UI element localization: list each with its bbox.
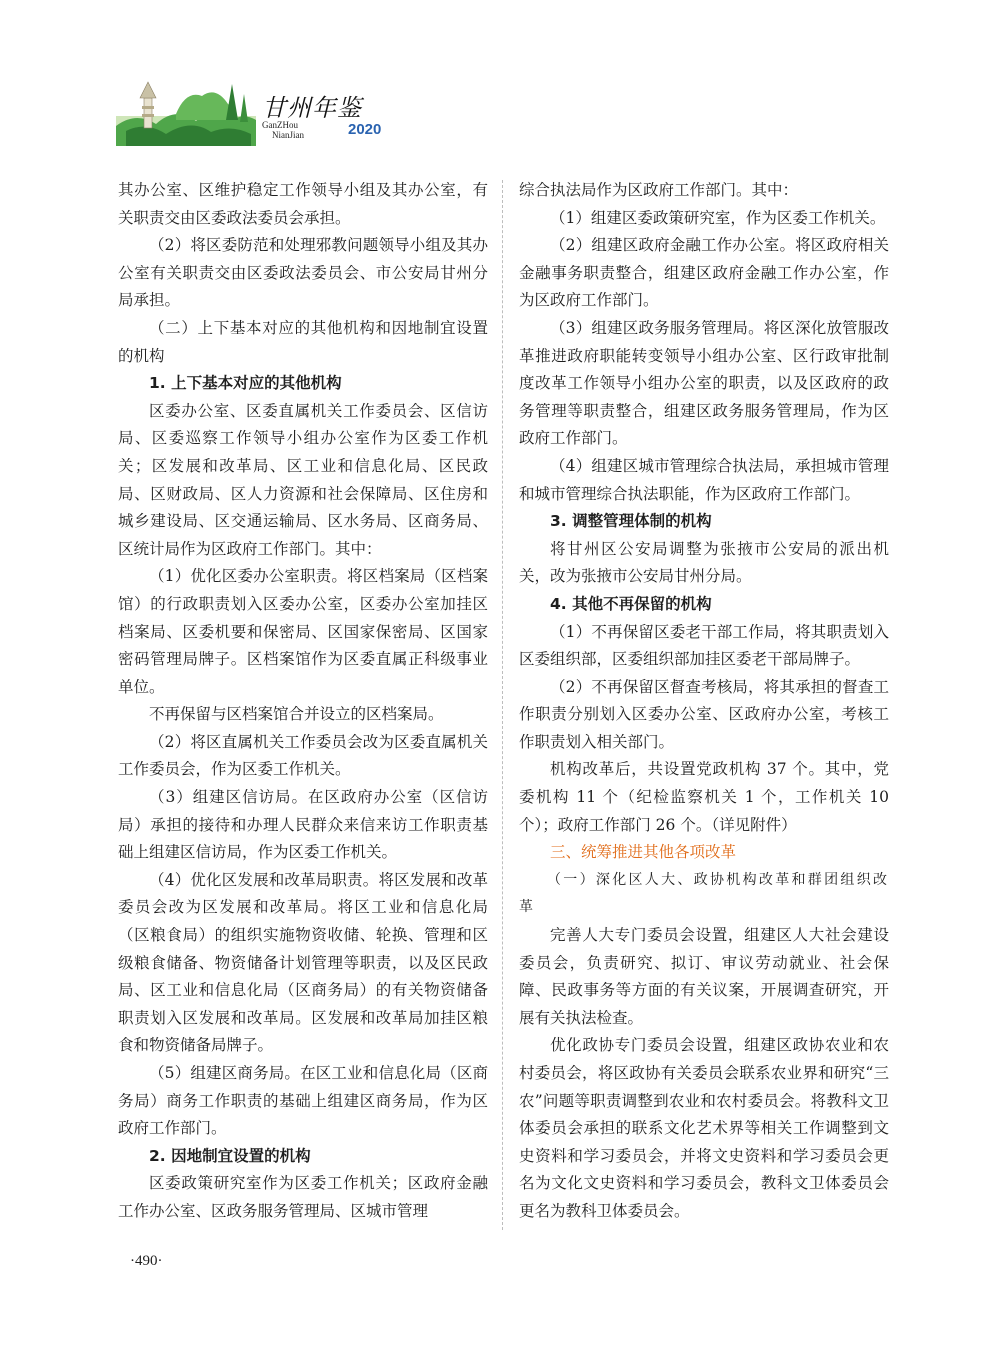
pinyin-line-1: GanZHou	[262, 120, 298, 130]
paragraph: 不再保留与区档案馆合并设立的区档案局。	[149, 705, 444, 724]
section-heading: 4. 其他不再保留的机构	[550, 594, 712, 613]
paragraph: （1）优化区委办公室职责。将区档案局（区档案馆）的行政职责划入区委办公室，区委办公室加挂区档案局、区委机要和保密局、区国家保密局、区国家密码管理局牌子。区档案馆作为区委直属正科级事业单位。	[118, 567, 488, 696]
section-heading: 3. 调整管理体制的机构	[550, 512, 712, 531]
section-heading: 2. 因地制宜设置的机构	[149, 1146, 311, 1165]
paragraph: 区委办公室、区委直属机关工作委员会、区信访局、区委巡察工作领导小组办公室作为区委工作机关；区发展和改革局、区工业和信息化局、区民政局、区财政局、区人力资源和社会保障局、区住房和城乡建设局、区交通运输局、区水务局、区商务局、区统计局作为区政府工作部门。其中：	[118, 401, 488, 558]
paragraph: 机构改革后，共设置党政机构 37 个。其中，党委机构 11 个（纪检监察机关 1 个，工作机关 10 个）；政府工作部门 26 个。（详见附件）	[519, 760, 889, 834]
chapter-heading: 三、统筹推进其他各项改革	[550, 843, 737, 862]
left-column	[118, 177, 488, 1226]
paragraph: 区委政策研究室作为区委工作机关；区政府金融工作办公室、区政务服务管理局、区城市管理	[118, 1174, 488, 1220]
yearbook-year: 2020	[348, 121, 382, 138]
paragraph: （2）不再保留区督查考核局，将其承担的督查工作职责分别划入区委办公室、区政府办公室，考核工作职责划入相关部门。	[519, 677, 889, 751]
yearbook-title: 甘州年鉴	[262, 94, 362, 122]
column-divider	[502, 180, 503, 1230]
paragraph: （2）将区委防范和处理邪教问题领导小组及其办公室有关职责交由区委政法委员会、市公安局甘州分局承担。	[118, 236, 488, 310]
landscape-logo-icon	[116, 76, 256, 146]
paragraph: （1）组建区委政策研究室，作为区委工作机关。	[550, 208, 886, 227]
page-number: ·490·	[130, 1253, 163, 1269]
yearbook-header	[116, 76, 416, 146]
paragraph: （5）组建区商务局。在区工业和信息化局（区商务局）商务工作职责的基础上组建区商务局，作为区政府工作部门。	[118, 1064, 488, 1138]
paragraph: （4）组建区城市管理综合执法局，承担城市管理和城市管理综合执法职能，作为区政府工作部门。	[519, 456, 889, 503]
paragraph: 综合执法局作为区政府工作部门。其中：	[519, 181, 799, 199]
paragraph: （3）组建区政务服务管理局。将区深化放管服改革推进政府职能转变领导小组办公室、区行政审批制度改革工作领导小组办公室的职责，以及区政府的政务管理等职责整合，组建区政务服务管理局，作为区政府工作部门。	[519, 318, 889, 448]
paragraph: （2）将区直属机关工作委员会改为区委直属机关工作委员会，作为区委工作机关。	[118, 732, 488, 779]
pinyin-line-2: NianJian	[272, 130, 304, 140]
paragraph: （二）上下基本对应的其他机构和因地制宜设置的机构	[118, 318, 488, 365]
right-column	[519, 177, 889, 1226]
paragraph: 完善人大专门委员会设置，组建区人大社会建设委员会，负责研究、拟订、审议劳动就业、社会保障、民政事务等方面的有关议案，开展调查研究，开展有关执法检查。	[519, 926, 889, 1027]
section-heading: 1. 上下基本对应的其他机构	[149, 374, 342, 393]
paragraph: （4）优化区发展和改革局职责。将区发展和改革委员会改为区发展和改革局。将区工业和信息化局（区粮食局）的组织实施物资收储、轮换、管理和区级粮食储备、物资储备计划管理等职责，以及区民政局、区工业和信息化局（区商务局）的有关物资储备职责划入区发展和改革局。区发展和改革局加挂区粮食和物资储备局牌子。	[118, 870, 488, 1055]
yearbook-pinyin	[262, 120, 304, 140]
paragraph: （一）深化区人大、政协机构改革和群团组织改革	[519, 871, 889, 916]
paragraph: （1）不再保留区委老干部工作局，将其职责划入区委组织部，区委组织部加挂区委老干部局牌子。	[519, 622, 889, 669]
paragraph: 优化政协专门委员会设置，组建区政协农业和农村委员会，将区政协有关委员会联系农业界和研究“三农”问题等职责调整到农业和农村委员会。将教科文卫体委员会承担的联系文化艺术界等相关工作调整到文史资料和学习委员会，并将文史资料和学习委员会更名为文化文史资料和学习委员会，教科文卫体委员会更名为教科卫体委员会。	[519, 1036, 889, 1220]
paragraph: （2）组建区政府金融工作办公室。将区政府相关金融事务职责整合，组建区政府金融工作办公室，作为区政府工作部门。	[519, 236, 889, 310]
paragraph: 其办公室、区维护稳定工作领导小组及其办公室，有关职责交由区委政法委员会承担。	[118, 181, 488, 227]
paragraph: 将甘州区公安局调整为张掖市公安局的派出机关，改为张掖市公安局甘州分局。	[519, 539, 889, 586]
paragraph: （3）组建区信访局。在区政府办公室（区信访局）承担的接待和办理人民群众来信来访工作职责基础上组建区信访局，作为区委工作机关。	[118, 788, 488, 862]
